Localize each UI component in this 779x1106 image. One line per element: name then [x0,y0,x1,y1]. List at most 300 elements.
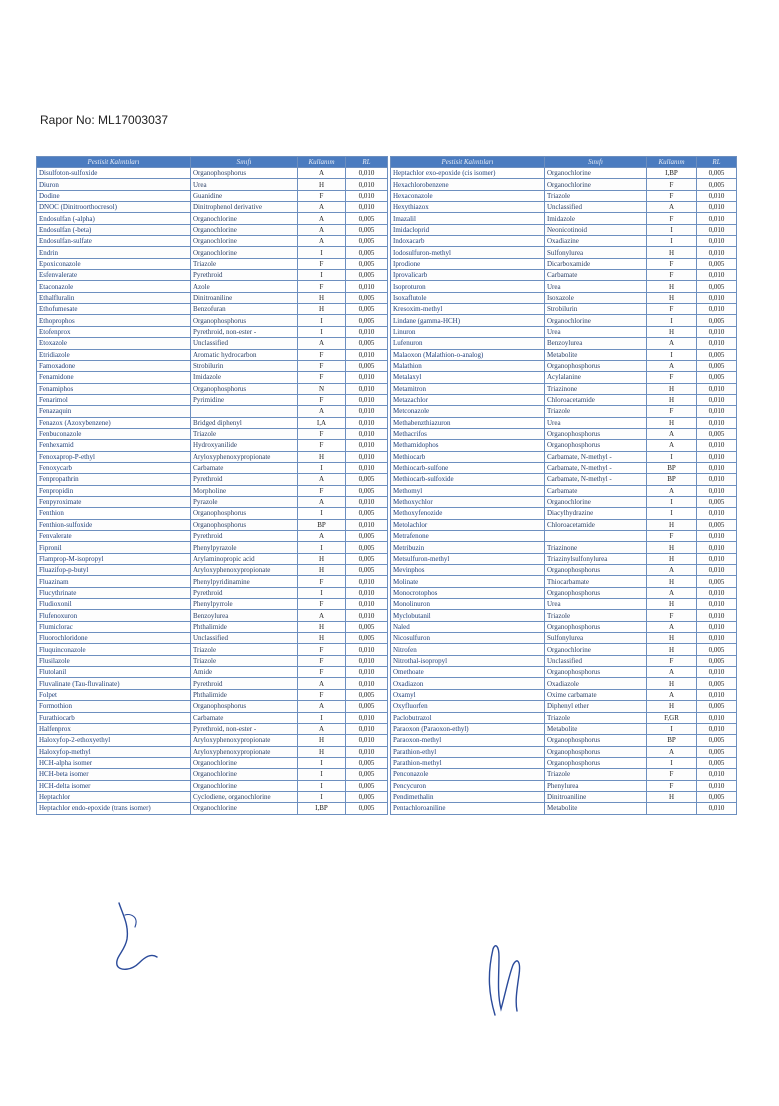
pesticide-name: Monolinuron [391,599,545,610]
table-row [37,304,388,315]
pesticide-class: Isoxazole [545,292,647,303]
pesticide-rl: 0,010 [697,508,737,519]
pesticide-rl: 0,005 [346,633,388,644]
pesticide-class: Carbamate, N-methyl - [545,451,647,462]
pesticide-class: Carbamate [191,712,298,723]
pesticide-usage: F,GR [647,712,697,723]
table-row [391,394,737,405]
pesticide-name: Mevinphos [391,565,545,576]
pesticide-usage: BP [647,474,697,485]
table-row [391,315,737,326]
pesticide-class: Guanidine [191,190,298,201]
pesticide-name: Methomyl [391,485,545,496]
pesticide-usage: H [647,417,697,428]
pesticide-rl: 0,005 [346,701,388,712]
pesticide-class: Organochlorine [545,496,647,507]
pesticide-usage: F [298,372,346,383]
pesticide-usage: I [647,723,697,734]
pesticide-class: Organochlorine [545,315,647,326]
table-row [391,576,737,587]
pesticide-class: Aromatic hydrocarbon [191,349,298,360]
pesticide-usage: I [298,315,346,326]
table-row [391,678,737,689]
pesticide-rl: 0,005 [346,360,388,371]
pesticide-usage: H [647,383,697,394]
table-row [37,667,388,678]
pesticide-class: Triazole [545,406,647,417]
pesticide-usage: F [298,394,346,405]
table-row [391,258,737,269]
pesticide-name: Metribuzin [391,542,545,553]
pesticide-name: Naled [391,621,545,632]
pesticide-class: Organophosphorus [545,587,647,598]
table-row [37,406,388,417]
pesticide-name: Iprodione [391,258,545,269]
pesticide-name: Lufenuron [391,338,545,349]
table-header-row [37,157,388,168]
pesticide-usage: I [647,451,697,462]
pesticide-class: Benzoylurea [191,610,298,621]
pesticide-name: Myclobutanil [391,610,545,621]
pesticide-class: Unclassified [545,655,647,666]
pesticide-class: Pyrazole [191,496,298,507]
pesticide-name: Linuron [391,326,545,337]
pesticide-name: Formothion [37,701,191,712]
pesticide-usage: H [647,791,697,802]
pesticide-usage: I [298,757,346,768]
pesticide-name: Fenthion [37,508,191,519]
pesticide-name: Flumiclorac [37,621,191,632]
table-row [37,689,388,700]
table-row [391,179,737,190]
pesticide-usage: I [647,757,697,768]
table-row [391,542,737,553]
pesticide-name: Hexachlorobenzene [391,179,545,190]
pesticide-usage: BP [647,462,697,473]
pesticide-class: Morpholine [191,485,298,496]
pesticide-usage: H [647,701,697,712]
table-row [391,349,737,360]
table-row [391,689,737,700]
pesticide-name: Etridiazole [37,349,191,360]
pesticide-usage: A [298,168,346,179]
pesticide-rl: 0,005 [346,621,388,632]
table-row [37,791,388,802]
pesticide-class: Urea [545,417,647,428]
pesticide-name: Fenamiphos [37,383,191,394]
pesticide-name: Flufenoxuron [37,610,191,621]
table-row [37,270,388,281]
table-row [37,451,388,462]
pesticide-usage: F [298,655,346,666]
pesticide-usage: A [298,531,346,542]
pesticide-rl: 0,010 [697,587,737,598]
pesticide-class: Pyrethroid, non-ester - [191,326,298,337]
table-row [37,168,388,179]
pesticide-usage: F [298,190,346,201]
pesticide-name: Metazachlor [391,394,545,405]
pesticide-rl: 0,010 [697,610,737,621]
table-row [37,462,388,473]
pesticide-class: Chloroacetamide [545,394,647,405]
pesticide-usage: I [647,224,697,235]
pesticide-rl: 0,005 [697,678,737,689]
table-row [37,723,388,734]
pesticide-name: Haloxyfop-2-ethoxyethyl [37,735,191,746]
pesticide-name: Pendimethalin [391,791,545,802]
table-row [391,655,737,666]
pesticide-name: Endrin [37,247,191,258]
pesticide-name: Heptachlor exo-epoxide (cis isomer) [391,168,545,179]
pesticide-class: Organochlorine [191,803,298,814]
pesticide-class: Urea [545,599,647,610]
table-row [37,394,388,405]
pesticide-class: Triazinone [545,383,647,394]
pesticide-class: Hydroxyanilide [191,440,298,451]
pesticide-usage: F [647,258,697,269]
pesticide-rl: 0,010 [346,462,388,473]
table-row [391,519,737,530]
pesticide-usage: A [298,610,346,621]
pesticide-class: Dinitroaniline [545,791,647,802]
pesticide-name: Methoxychlor [391,496,545,507]
table-row [391,644,737,655]
pesticide-rl: 0,010 [697,202,737,213]
pesticide-usage: H [298,565,346,576]
table-row [37,190,388,201]
pesticide-usage: I [298,270,346,281]
pesticide-usage: A [647,746,697,757]
pesticide-usage: F [298,281,346,292]
table-row [37,179,388,190]
table-row [391,451,737,462]
pesticide-name: Furathiocarb [37,712,191,723]
pesticide-name: Pentachloroaniline [391,803,545,814]
pesticide-class: Oxadiazine [545,236,647,247]
pesticide-rl: 0,010 [697,621,737,632]
pesticide-rl: 0,010 [346,496,388,507]
pesticide-name: Methoxyfenozide [391,508,545,519]
pesticide-name: Endosulfan (-beta) [37,224,191,235]
pesticide-name: Metconazole [391,406,545,417]
pesticide-name: Flamprop-M-isopropyl [37,553,191,564]
pesticide-rl: 0,010 [346,519,388,530]
pesticide-rl: 0,010 [697,633,737,644]
pesticide-name: Parathion-ethyl [391,746,545,757]
pesticide-class: Strobilurin [191,360,298,371]
pesticide-usage: A [647,485,697,496]
pesticide-usage: I,BP [647,168,697,179]
pesticide-name: Heptachlor [37,791,191,802]
pesticide-table-right [390,156,737,815]
pesticide-usage: I [298,508,346,519]
pesticide-rl: 0,010 [697,542,737,553]
table-row [391,633,737,644]
pesticide-class: Diphenyl ether [545,701,647,712]
table-row [391,599,737,610]
pesticide-class: Triazole [545,769,647,780]
pesticide-usage: A [647,667,697,678]
pesticide-name: Etaconazole [37,281,191,292]
pesticide-usage: H [647,678,697,689]
table-row [37,644,388,655]
pesticide-usage: F [647,179,697,190]
pesticide-class: Organophosphorus [191,315,298,326]
pesticide-rl: 0,005 [697,315,737,326]
table-row [391,224,737,235]
pesticide-rl: 0,010 [346,406,388,417]
pesticide-class: Phenylurea [545,780,647,791]
pesticide-rl: 0,005 [697,281,737,292]
table-row [37,712,388,723]
table-row [391,202,737,213]
table-row [391,190,737,201]
table-row [37,519,388,530]
pesticide-usage: I [298,247,346,258]
pesticide-name: Paclobutrazol [391,712,545,723]
pesticide-name: HCH-beta isomer [37,769,191,780]
pesticide-usage: A [647,360,697,371]
pesticide-rl: 0,010 [346,678,388,689]
pesticide-name: Malaoxon (Malathion-o-analog) [391,349,545,360]
table-row [37,338,388,349]
pesticide-usage: F [298,689,346,700]
pesticide-rl: 0,005 [346,565,388,576]
pesticide-name: Flusilazole [37,655,191,666]
table-row [391,780,737,791]
pesticide-rl: 0,010 [697,292,737,303]
pesticide-class: Triazinone [545,542,647,553]
pesticide-usage: I [298,542,346,553]
pesticide-name: Isoxaflutole [391,292,545,303]
pesticide-name: Methamidophos [391,440,545,451]
pesticide-usage [647,803,697,814]
pesticide-rl: 0,010 [346,383,388,394]
pesticide-name: Fenthion-sulfoxide [37,519,191,530]
pesticide-usage: A [647,428,697,439]
table-row [391,610,737,621]
pesticide-class: Oxadiazole [545,678,647,689]
pesticide-rl: 0,005 [697,791,737,802]
table-row [37,315,388,326]
table-row [391,383,737,394]
pesticide-class: Pyrethroid [191,531,298,542]
table-row [391,406,737,417]
table-row [391,428,737,439]
pesticide-class: Organochlorine [191,769,298,780]
pesticide-name: Lindane (gamma-HCH) [391,315,545,326]
pesticide-rl: 0,010 [346,440,388,451]
pesticide-rl: 0,005 [697,519,737,530]
pesticide-name: Methiocarb-sulfone [391,462,545,473]
pesticide-rl: 0,010 [697,451,737,462]
table-row [37,326,388,337]
pesticide-usage: A [298,213,346,224]
pesticide-name: Etoxazole [37,338,191,349]
pesticide-rl: 0,010 [346,179,388,190]
table-row [37,224,388,235]
pesticide-class: Triazinylsulfonylurea [545,553,647,564]
pesticide-usage: H [647,644,697,655]
pesticide-name: Penconazole [391,769,545,780]
pesticide-class: Aryloxyphenoxypropionate [191,565,298,576]
table-row [391,270,737,281]
pesticide-usage: A [298,202,346,213]
table-row [37,292,388,303]
pesticide-class: Organophosphorus [191,168,298,179]
pesticide-usage: I [647,236,697,247]
pesticide-class: Pyrethroid [191,474,298,485]
pesticide-name: Malathion [391,360,545,371]
pesticide-usage: A [298,224,346,235]
pesticide-rl: 0,005 [697,168,737,179]
pesticide-usage: I [647,508,697,519]
pesticide-class: Phenylpyrrole [191,599,298,610]
header-class: Sınıfı [191,157,298,168]
pesticide-usage: F [647,780,697,791]
pesticide-class: Phenylpyridinamine [191,576,298,587]
table-row [37,769,388,780]
pesticide-name: Hexythiazox [391,202,545,213]
pesticide-usage: F [298,360,346,371]
table-row [391,553,737,564]
pesticide-usage: A [298,338,346,349]
pesticide-rl: 0,010 [697,326,737,337]
pesticide-usage: H [298,451,346,462]
pesticide-class: Unclassified [191,633,298,644]
header-usage: Kullanım [647,157,697,168]
pesticide-rl: 0,010 [346,655,388,666]
pesticide-name: Folpet [37,689,191,700]
pesticide-name: Parathion-methyl [391,757,545,768]
pesticide-class: Amide [191,667,298,678]
pesticide-rl: 0,010 [346,349,388,360]
pesticide-rl: 0,010 [697,190,737,201]
pesticide-class: Organochlorine [191,247,298,258]
pesticide-class: Benzoylurea [545,338,647,349]
pesticide-rl: 0,010 [697,667,737,678]
table-row [37,417,388,428]
pesticide-class: Diacylhydrazine [545,508,647,519]
pesticide-rl: 0,005 [697,735,737,746]
pesticide-rl: 0,010 [346,576,388,587]
pesticide-class: Organochlorine [191,213,298,224]
table-row [37,610,388,621]
pesticide-rl: 0,010 [697,723,737,734]
pesticide-class: Triazole [191,655,298,666]
pesticide-usage: H [647,292,697,303]
pesticide-name: Omethoate [391,667,545,678]
pesticide-usage: H [647,599,697,610]
pesticide-class: Oxime carbamate [545,689,647,700]
pesticide-usage: F [298,644,346,655]
pesticide-rl: 0,010 [697,338,737,349]
pesticide-class: Urea [191,179,298,190]
pesticide-class: Pyrethroid [191,270,298,281]
pesticide-usage: A [647,621,697,632]
pesticide-rl: 0,005 [697,644,737,655]
pesticide-rl: 0,010 [697,780,737,791]
pesticide-rl: 0,005 [346,304,388,315]
pesticide-name: Fenoxycarb [37,462,191,473]
pesticide-class: Organochlorine [191,757,298,768]
pesticide-class: Organophosphorus [545,360,647,371]
pesticide-class: Organophosphorus [545,440,647,451]
table-row [37,621,388,632]
pesticide-rl: 0,005 [697,428,737,439]
pesticide-usage: BP [647,735,697,746]
pesticide-rl: 0,005 [346,553,388,564]
pesticide-rl: 0,005 [346,338,388,349]
pesticide-class: Phthalimide [191,689,298,700]
pesticide-name: Fluazifop-p-butyl [37,565,191,576]
table-row [37,236,388,247]
pesticide-usage: I [298,462,346,473]
pesticide-name: HCH-alpha isomer [37,757,191,768]
pesticide-usage: H [647,576,697,587]
table-row [37,428,388,439]
table-row [37,258,388,269]
pesticide-usage: H [298,633,346,644]
pesticide-rl: 0,010 [697,224,737,235]
pesticide-class: Arylaminopropic acid [191,553,298,564]
table-row [391,213,737,224]
pesticide-rl: 0,005 [346,236,388,247]
pesticide-class: Aryloxyphenoxypropionate [191,451,298,462]
pesticide-rl: 0,005 [346,769,388,780]
pesticide-name: Isoproturon [391,281,545,292]
pesticide-class: Phthalimide [191,621,298,632]
pesticide-class: Neonicotinoid [545,224,647,235]
pesticide-name: Fenoxaprop-P-ethyl [37,451,191,462]
pesticide-class: Metabolite [545,349,647,360]
pesticide-name: Diuron [37,179,191,190]
table-row [37,553,388,564]
table-row [37,383,388,394]
table-body-left [37,168,388,815]
pesticide-usage: F [298,258,346,269]
pesticide-name: Kresoxim-methyl [391,304,545,315]
pesticide-name: Fluvalinate (Tau-fluvalinate) [37,678,191,689]
pesticide-rl: 0,005 [346,213,388,224]
pesticide-class: Organophosphorus [191,508,298,519]
pesticide-name: Epoxiconazole [37,258,191,269]
pesticide-rl: 0,005 [697,655,737,666]
pesticide-class: Imidazole [545,213,647,224]
pesticide-rl: 0,005 [697,349,737,360]
pesticide-name: Dodine [37,190,191,201]
pesticide-usage: F [647,769,697,780]
pesticide-rl: 0,010 [697,531,737,542]
pesticide-rl: 0,010 [346,372,388,383]
pesticide-rl: 0,010 [697,440,737,451]
pesticide-usage: I,A [298,417,346,428]
pesticide-rl: 0,010 [697,553,737,564]
pesticide-class: Thiocarbamate [545,576,647,587]
pesticide-name: Oxyfluorfen [391,701,545,712]
pesticide-name: Heptachlor endo-epoxide (trans isomer) [37,803,191,814]
pesticide-usage: H [298,179,346,190]
pesticide-class: Organochlorine [191,780,298,791]
pesticide-name: Fenbuconazole [37,428,191,439]
pesticide-usage: F [647,213,697,224]
pesticide-rl: 0,005 [346,474,388,485]
pesticide-class: Metabolite [545,803,647,814]
pesticide-rl: 0,010 [346,587,388,598]
pesticide-class: Pyrimidine [191,394,298,405]
pesticide-usage: I [298,326,346,337]
pesticide-usage: I [298,769,346,780]
